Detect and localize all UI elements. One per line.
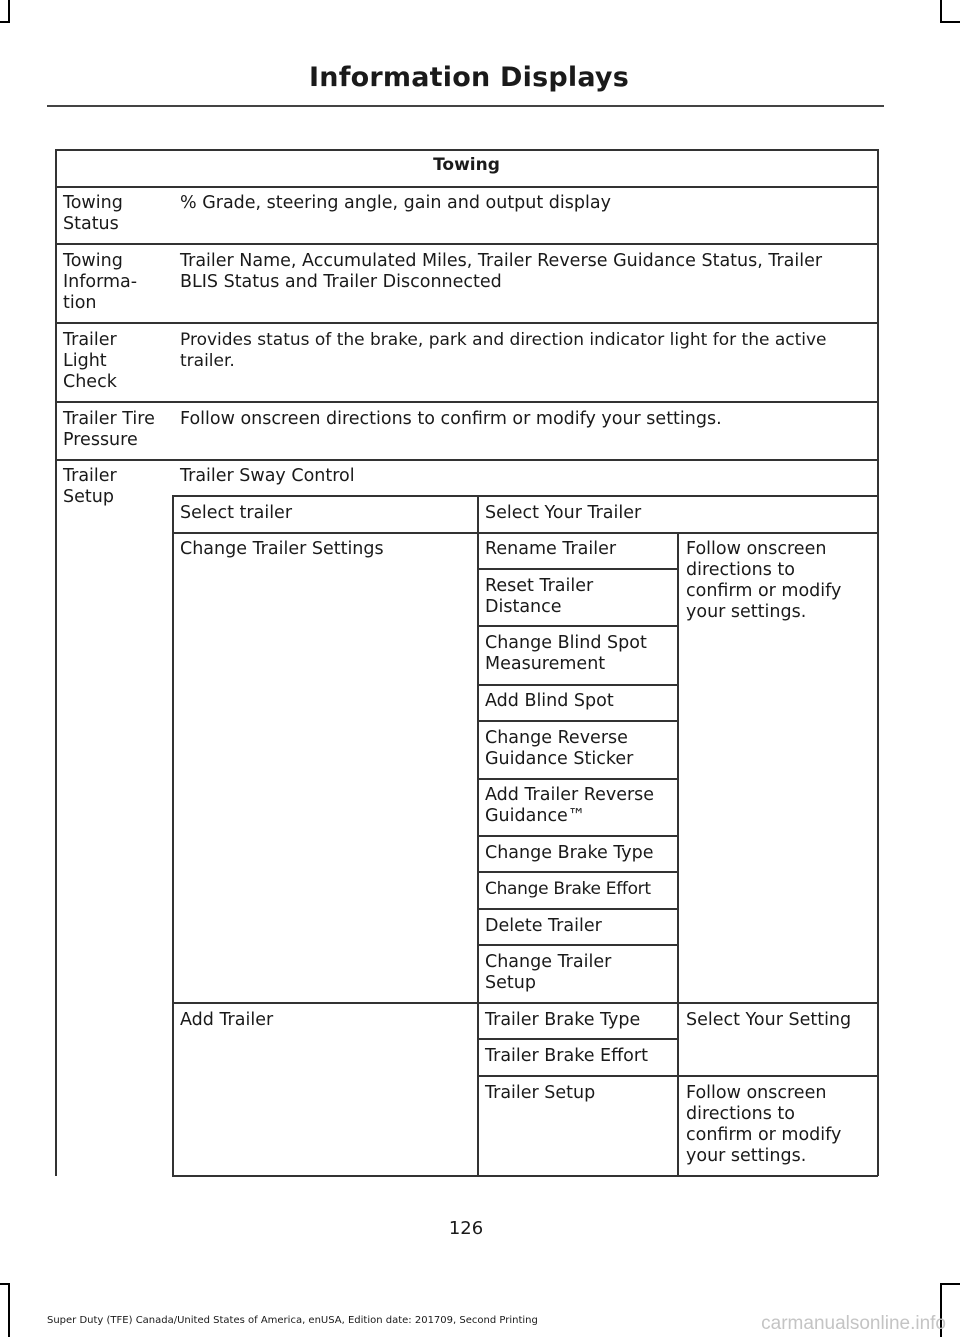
row-label-trailer-setup: Trailer Setup: [63, 466, 117, 507]
change-settings-note: Follow onscreen directions to confirm or modify your settings.: [686, 539, 842, 622]
settings-item-reset-trailer-distance: Reset Trailer Distance: [485, 576, 594, 617]
table-divider: [477, 835, 678, 837]
table-divider: [55, 243, 878, 245]
crop-mark: [8, 0, 10, 23]
row-label-towing-information: Towing Informa- tion: [63, 251, 138, 313]
add-item-trailer-brake-type: Trailer Brake Type: [485, 1010, 641, 1030]
row-label-trailer-tire-pressure: Trailer Tire Pressure: [63, 409, 155, 450]
add-trailer-note: Follow onscreen directions to confirm or modify your settings.: [686, 1083, 842, 1166]
table-divider: [55, 322, 878, 324]
crop-mark: [0, 1283, 10, 1285]
row-value-towing-information: Trailer Name, Accumulated Miles, Trailer Reverse Guidance Status, Trailer BLIS Status and Trailer Disconnected: [180, 251, 823, 292]
crop-mark: [8, 1283, 10, 1337]
table-divider: [477, 1038, 678, 1040]
crop-mark: [940, 0, 942, 23]
settings-item-change-trailer-setup: Change Trailer Setup: [485, 952, 612, 993]
table-border-left: [55, 149, 57, 1176]
table-divider: [477, 778, 678, 780]
add-trailer-label: Add Trailer: [180, 1010, 274, 1030]
select-your-setting: Select Your Setting: [686, 1010, 852, 1030]
trailer-sway-control: Trailer Sway Control: [180, 466, 355, 486]
table-divider: [172, 495, 878, 497]
settings-item-change-brake-type: Change Brake Type: [485, 843, 654, 863]
row-label-trailer-light-check: Trailer Light Check: [63, 330, 117, 392]
table-divider: [477, 944, 678, 946]
table-heading: Towing: [433, 155, 500, 175]
settings-item-delete-trailer: Delete Trailer: [485, 916, 602, 936]
table-col-divider: [172, 495, 174, 1176]
watermark-text: carmanualsonline.info: [761, 1313, 946, 1334]
row-value-trailer-tire-pressure: Follow onscreen directions to confirm or modify your settings.: [180, 409, 722, 429]
page-title: Information Displays: [309, 62, 629, 93]
crop-mark: [940, 1283, 960, 1285]
table-border-right: [877, 149, 879, 1176]
table-divider: [477, 720, 678, 722]
table-divider: [55, 459, 878, 461]
table-divider: [477, 908, 678, 910]
select-trailer-label: Select trailer: [180, 503, 293, 523]
settings-item-add-blind-spot: Add Blind Spot: [485, 691, 614, 711]
settings-item-rename-trailer: Rename Trailer: [485, 539, 617, 559]
table-divider: [172, 1002, 878, 1004]
add-item-trailer-setup: Trailer Setup: [485, 1083, 596, 1103]
table-divider: [55, 401, 878, 403]
table-col-divider: [677, 532, 679, 1176]
header-rule: [47, 105, 884, 107]
footer-edition-info: Super Duty (TFE) Canada/United States of America, enUSA, Edition date: 201709, Second Printing: [47, 1315, 538, 1326]
table-divider: [477, 568, 678, 570]
table-border-top: [55, 149, 878, 151]
crop-mark: [0, 21, 10, 23]
settings-item-add-trailer-reverse-guidance: Add Trailer Reverse Guidance™: [485, 785, 655, 826]
row-value-towing-status: % Grade, steering angle, gain and output display: [180, 193, 611, 213]
crop-mark: [940, 21, 960, 23]
row-label-towing-status: Towing Status: [63, 193, 123, 234]
settings-item-change-brake-effort: Change Brake Effort: [485, 879, 651, 899]
table-divider: [477, 625, 678, 627]
change-trailer-settings-label: Change Trailer Settings: [180, 539, 384, 559]
table-divider: [55, 186, 878, 188]
select-trailer-value: Select Your Trailer: [485, 503, 642, 523]
settings-item-change-blind-spot-measurement: Change Blind Spot Measurement: [485, 633, 647, 674]
table-divider: [477, 684, 678, 686]
table-border-bottom: [172, 1175, 878, 1177]
settings-item-change-reverse-guidance-sticker: Change Reverse Guidance Sticker: [485, 728, 634, 769]
table-divider: [477, 871, 678, 873]
add-item-trailer-brake-effort: Trailer Brake Effort: [485, 1046, 648, 1066]
page-number: 126: [448, 1218, 484, 1239]
row-value-trailer-light-check: Provides status of the brake, park and direction indicator light for the active trailer.: [180, 330, 827, 371]
table-col-divider: [477, 495, 479, 1176]
table-divider: [172, 532, 878, 534]
